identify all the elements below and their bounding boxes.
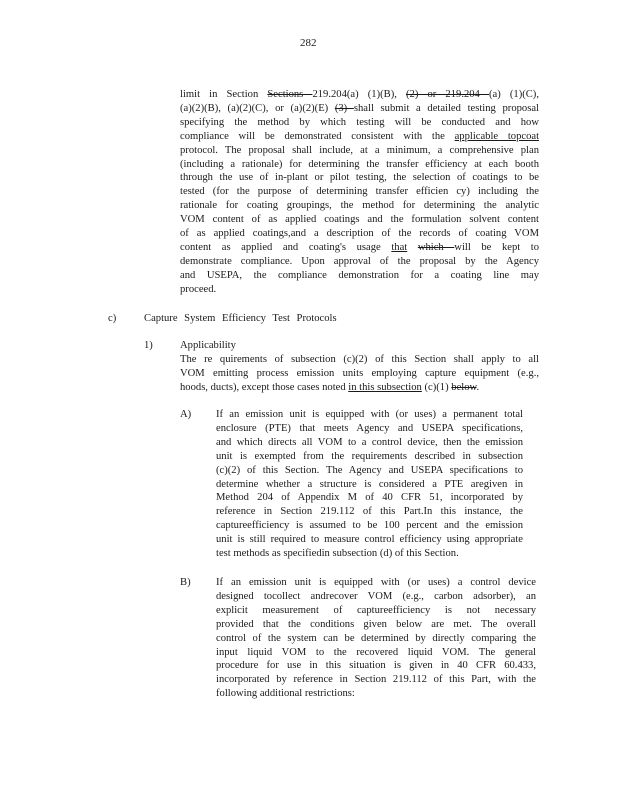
text-run: provided that the conditions given below are met. The overall bbox=[216, 618, 536, 630]
text-line bbox=[180, 255, 539, 269]
text-line bbox=[216, 408, 523, 422]
text-line bbox=[216, 590, 536, 604]
item-a-label: A) bbox=[180, 409, 192, 420]
text-run: (c)(1) bbox=[421, 381, 452, 393]
text-line bbox=[180, 353, 539, 367]
text-line bbox=[180, 381, 539, 395]
text-run: procedure for use in this situation is given in 40 CFR 60.433, bbox=[216, 660, 536, 672]
text-run: compliance will be demonstrated consistent with the bbox=[180, 130, 455, 142]
text-run: demonstrate compliance. Upon approval of the proposal by the Agency bbox=[180, 255, 539, 267]
text-run: determine whether a structure is considered a PTE aregiven in bbox=[216, 478, 523, 490]
text-line bbox=[180, 158, 539, 172]
text-run bbox=[407, 242, 418, 253]
text-run: unit is exempted from the requirements described in subsection bbox=[216, 450, 523, 462]
text-line bbox=[216, 422, 523, 436]
underlined-text: applicable topcoat bbox=[454, 130, 540, 142]
text-run: following additional restrictions: bbox=[216, 688, 355, 700]
text-run: limit in Section bbox=[180, 89, 268, 100]
text-run: through the use of in-plant or pilot testing, the selection of coatings to be bbox=[180, 172, 539, 184]
struck-text: (3) bbox=[334, 102, 354, 114]
text-run: specifying the method by which testing will be conducted and how bbox=[180, 116, 539, 128]
text-run: will be kept to bbox=[454, 241, 540, 253]
text-line bbox=[216, 505, 523, 519]
text-run: . bbox=[476, 381, 480, 393]
text-line bbox=[216, 659, 536, 673]
text-run: (a) (1)(C), bbox=[488, 89, 539, 100]
text-line bbox=[180, 227, 539, 241]
text-run: and USEPA, the compliance demonstration for a coating line may bbox=[180, 269, 539, 281]
text-line bbox=[180, 199, 539, 213]
underlined-text: that bbox=[391, 241, 408, 253]
text-line bbox=[216, 604, 536, 618]
text-run: reference in Section 219.112 of this Part.In this instance, the bbox=[216, 506, 523, 518]
text-run: protocol. The proposal shall include, at a minimum, a comprehensive plan bbox=[180, 144, 539, 156]
text-run: hoods, ducts), except those cases noted bbox=[180, 381, 349, 393]
text-run: shall submit a detailed testing proposal bbox=[353, 102, 539, 114]
text-line bbox=[180, 116, 539, 130]
text-line bbox=[180, 241, 539, 255]
text-line bbox=[180, 185, 539, 199]
text-line bbox=[216, 519, 523, 533]
struck-text: Sections bbox=[267, 89, 313, 100]
underlined-text: in this subsection bbox=[348, 381, 422, 393]
item-a-paragraph bbox=[216, 408, 523, 561]
item-b-paragraph bbox=[216, 576, 536, 701]
text-run: (a)(2)(B), (a)(2)(C), or (a)(2)(E) bbox=[180, 102, 335, 114]
text-run: of as applied coatings,and a description of the records of coating VOM bbox=[180, 228, 539, 240]
text-line bbox=[216, 673, 536, 687]
text-run: incorporated by reference in Section 219.112 of this Part, with the bbox=[216, 674, 536, 686]
item-1-label: 1) bbox=[144, 340, 153, 351]
text-line bbox=[216, 464, 523, 478]
text-line bbox=[216, 533, 523, 547]
text-run: unit is still required to measure control efficiency using appropriate bbox=[216, 534, 523, 546]
text-run: control of the system can be determined by directly comparing the bbox=[216, 632, 536, 644]
text-line bbox=[216, 450, 523, 464]
struck-text: which bbox=[417, 241, 455, 253]
text-line bbox=[216, 547, 523, 561]
text-run: test methods as specifiedin subsection (d) of this Section. bbox=[216, 548, 459, 560]
text-run: (including a rationale) for determining the transfer efficiency at each booth bbox=[180, 158, 539, 170]
text-run: and which directs all VOM to a control device, then the emission bbox=[216, 436, 523, 448]
text-run: designed tocollect andrecover VOM (e.g., carbon adsorber), an bbox=[216, 590, 536, 602]
text-run: VOM emitting process emission units employing capture equipment (e.g., bbox=[180, 367, 539, 379]
text-line bbox=[216, 576, 536, 590]
text-line bbox=[180, 269, 539, 283]
text-run: If an emission unit is equipped with (or uses) a permanent total bbox=[216, 409, 523, 420]
text-run: Method 204 of Appendix M of 40 CFR 51, incorporated by bbox=[216, 492, 523, 504]
page-number: 282 bbox=[300, 37, 317, 49]
text-run: The re quirements of subsection (c)(2) of this Section shall apply to all bbox=[180, 354, 539, 365]
item-1-heading: Applicability bbox=[180, 340, 236, 351]
text-run: If an emission unit is equipped with (or uses) a control device bbox=[216, 577, 536, 588]
text-run: tested (for the purpose of determining transfer efficien cy) including the bbox=[180, 186, 539, 198]
text-line bbox=[180, 283, 539, 297]
text-run: content as applied and coating's usage bbox=[180, 241, 392, 253]
intro-paragraph bbox=[180, 88, 539, 297]
text-run: rationale for coating groupings, the method for determining the analytic bbox=[180, 200, 539, 212]
text-run: captureefficiency is assumed to be 100 percent and the emission bbox=[216, 520, 523, 532]
text-run: explicit measurement of captureefficiency is not necessary bbox=[216, 604, 536, 616]
text-line bbox=[180, 102, 539, 116]
text-line bbox=[180, 130, 539, 144]
item-1-paragraph bbox=[180, 353, 539, 395]
text-line bbox=[180, 171, 539, 185]
text-run: 219.204(a) (1)(B), bbox=[312, 89, 406, 100]
text-line bbox=[180, 367, 539, 381]
struck-text: below bbox=[451, 381, 477, 393]
text-line bbox=[216, 632, 536, 646]
text-run: enclosure (PTE) that meets Agency and USEPA specifications, bbox=[216, 422, 523, 434]
text-line bbox=[180, 88, 539, 102]
text-run: VOM content of as applied coatings and the formulation solvent content bbox=[180, 214, 539, 226]
text-line bbox=[216, 687, 536, 701]
text-run: (c)(2) of this Section. The Agency and USEPA specifications to bbox=[216, 464, 523, 476]
text-line bbox=[180, 213, 539, 227]
text-line bbox=[216, 618, 536, 632]
section-c-heading: Capture System Efficiency Test Protocols bbox=[144, 313, 337, 324]
struck-text: (2) or 219.204 bbox=[406, 89, 489, 100]
text-line bbox=[216, 478, 523, 492]
item-b-label: B) bbox=[180, 577, 191, 588]
text-run: proceed. bbox=[180, 283, 217, 295]
text-line bbox=[216, 646, 536, 660]
text-line bbox=[216, 491, 523, 505]
text-line bbox=[180, 144, 539, 158]
text-line bbox=[216, 436, 523, 450]
section-c-label: c) bbox=[108, 313, 117, 324]
text-run: input liquid VOM to the recovered liquid VOM. The general bbox=[216, 646, 536, 658]
